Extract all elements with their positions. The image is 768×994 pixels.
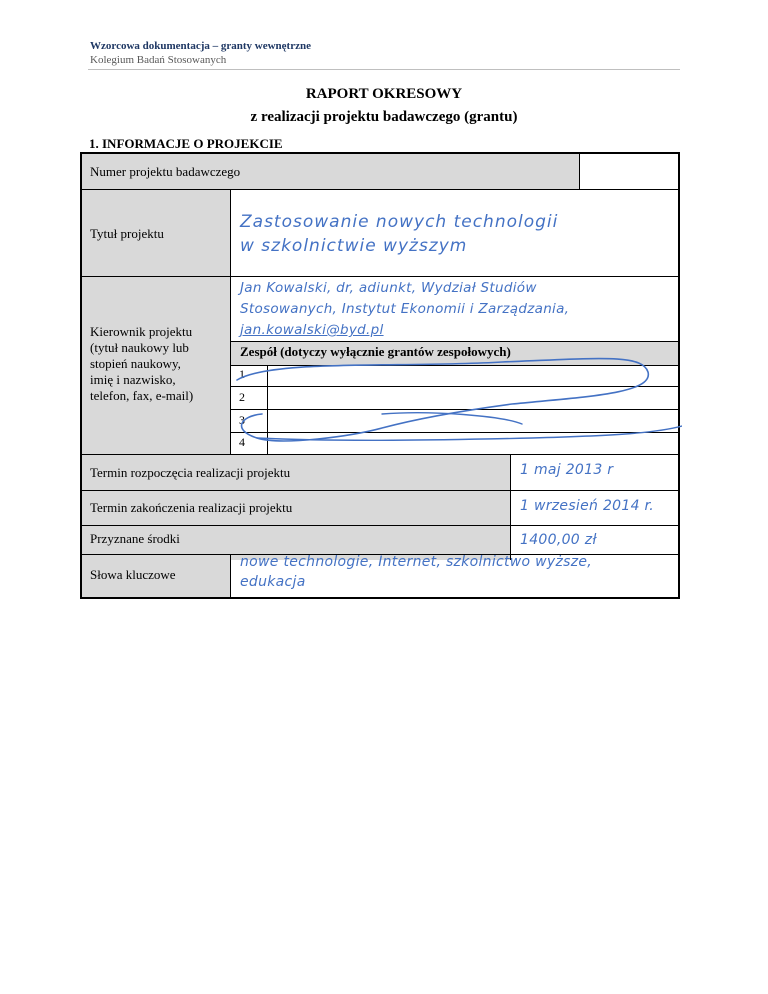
header-subtitle: Kolegium Badań Stosowanych — [90, 54, 227, 66]
project-title-value-line2: w szkolnictwie wyższym — [240, 236, 468, 256]
project-number-label: Numer projektu badawczego — [90, 164, 241, 179]
project-title-label: Tytuł projektu — [90, 226, 164, 241]
keywords-value-line1: nowe technologie, Internet, szkolnictwo wyższe, — [240, 554, 593, 570]
funds-label: Przyznane środki — [90, 531, 180, 546]
keywords-label: Słowa kluczowe — [90, 567, 176, 582]
document-title: RAPORT OKRESOWY — [305, 86, 463, 102]
manager-label-line: Kierownik projektu — [90, 324, 193, 339]
keywords-value-line2: edukacja — [240, 574, 306, 590]
cross-out-scribble — [82, 154, 682, 601]
start-label: Termin rozpoczęcia realizacji projektu — [90, 465, 291, 480]
manager-label-line: telefon, fax, e-mail) — [90, 388, 194, 403]
funds-value: 1400,00 zł — [520, 532, 597, 548]
end-value: 1 wrzesień 2014 r. — [520, 498, 655, 514]
section-heading: 1. INFORMACJE O PROJEKCIE — [89, 136, 283, 151]
manager-label-line: (tytuł naukowy lub — [90, 340, 189, 355]
project-info-table — [80, 152, 680, 599]
manager-email-link[interactable]: jan.kowalski@byd.pl — [240, 322, 384, 338]
team-row-number: 2 — [239, 390, 245, 404]
manager-value-line1: Jan Kowalski, dr, adiunkt, Wydział Studiów — [240, 280, 537, 296]
team-row-number: 4 — [239, 435, 245, 449]
manager-label-line: imię i nazwisko, — [90, 372, 176, 387]
manager-value-line2: Stosowanych, Instytut Ekonomii i Zarządzania, — [240, 301, 570, 317]
team-row-number: 1 — [239, 367, 245, 381]
team-header: Zespół (dotyczy wyłącznie grantów zespołowych) — [240, 344, 511, 359]
document-subtitle: z realizacji projektu badawczego (grantu) — [250, 109, 518, 125]
manager-label-line: stopień naukowy, — [90, 356, 181, 371]
start-value: 1 maj 2013 r — [520, 462, 614, 478]
project-title-value-line1: Zastosowanie nowych technologii — [240, 212, 559, 232]
header-divider — [88, 69, 680, 70]
header-title: Wzorcowa dokumentacja – granty wewnętrzne — [90, 40, 311, 52]
end-label: Termin zakończenia realizacji projektu — [90, 500, 293, 515]
team-row-number: 3 — [239, 413, 245, 427]
